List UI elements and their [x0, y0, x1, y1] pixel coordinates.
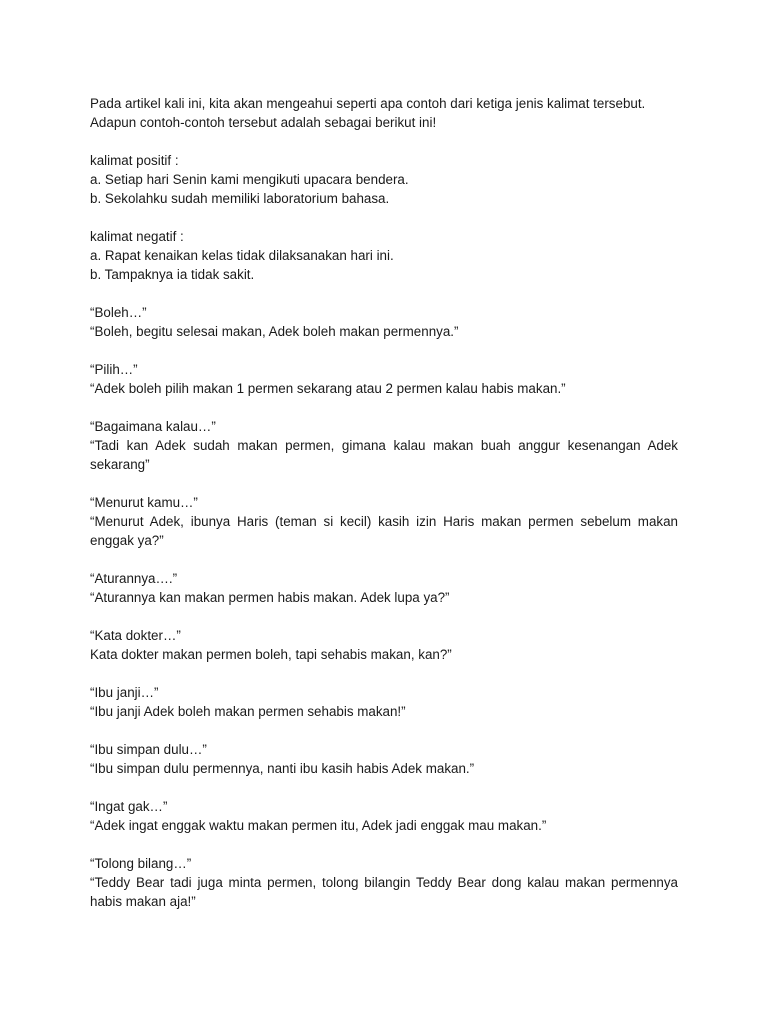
- example-block: [90, 417, 678, 474]
- example-text: “Ibu simpan dulu permennya, nanti ibu kasih habis Adek makan.”: [90, 761, 475, 776]
- intro-paragraph: [90, 94, 678, 132]
- example-sentence: a. Rapat kenaikan kelas tidak dilaksanakan hari ini.: [90, 248, 394, 263]
- example-text: “Teddy Bear tadi juga minta permen, tolong bilangin Teddy Bear dong kalau makan permennya habis makan aja!”: [90, 875, 678, 909]
- example-text: Kata dokter makan permen boleh, tapi sehabis makan, kan?”: [90, 647, 452, 662]
- example-cue: “Pilih…”: [90, 362, 138, 377]
- section-heading: kalimat positif :: [90, 153, 179, 168]
- example-sentence: b. Tampaknya ia tidak sakit.: [90, 267, 255, 282]
- example-cue: “Ibu janji…”: [90, 685, 159, 700]
- negative-sentence-section: [90, 227, 678, 284]
- example-text: “Tadi kan Adek sudah makan permen, gimana kalau makan buah anggur kesenangan Adek sekarang”: [90, 438, 678, 472]
- example-block: [90, 626, 678, 664]
- example-block: [90, 569, 678, 607]
- example-text: “Menurut Adek, ibunya Haris (teman si kecil) kasih izin Haris makan permen sebelum makan enggak ya?”: [90, 514, 678, 548]
- example-cue: “Boleh…”: [90, 305, 147, 320]
- example-cue: “Ibu simpan dulu…”: [90, 742, 207, 757]
- example-cue: “Ingat gak…”: [90, 799, 168, 814]
- example-cue: “Menurut kamu…”: [90, 495, 198, 510]
- example-block: [90, 797, 678, 835]
- example-sentence: b. Sekolahku sudah memiliki laboratorium bahasa.: [90, 191, 390, 206]
- example-block: [90, 360, 678, 398]
- example-block: [90, 854, 678, 911]
- example-block: [90, 740, 678, 778]
- example-cue: “Kata dokter…”: [90, 628, 181, 643]
- section-heading: kalimat negatif :: [90, 229, 184, 244]
- example-sentence: a. Setiap hari Senin kami mengikuti upacara bendera.: [90, 172, 409, 187]
- example-text: “Adek ingat enggak waktu makan permen itu, Adek jadi enggak mau makan.”: [90, 818, 547, 833]
- example-block: [90, 303, 678, 341]
- example-block: [90, 493, 678, 550]
- example-cue: “Aturannya….”: [90, 571, 178, 586]
- document-page: [90, 94, 678, 930]
- example-text: “Adek boleh pilih makan 1 permen sekarang atau 2 permen kalau habis makan.”: [90, 381, 566, 396]
- example-cue: “Bagaimana kalau…”: [90, 419, 216, 434]
- intro-line: Adapun contoh-contoh tersebut adalah sebagai berikut ini!: [90, 115, 437, 130]
- example-text: “Boleh, begitu selesai makan, Adek boleh makan permennya.”: [90, 324, 459, 339]
- example-text: “Ibu janji Adek boleh makan permen sehabis makan!”: [90, 704, 406, 719]
- positive-sentence-section: [90, 151, 678, 208]
- intro-line: Pada artikel kali ini, kita akan mengeahui seperti apa contoh dari ketiga jenis kalimat tersebut.: [90, 96, 646, 111]
- example-block: [90, 683, 678, 721]
- example-text: “Aturannya kan makan permen habis makan. Adek lupa ya?”: [90, 590, 450, 605]
- example-cue: “Tolong bilang…”: [90, 856, 192, 871]
